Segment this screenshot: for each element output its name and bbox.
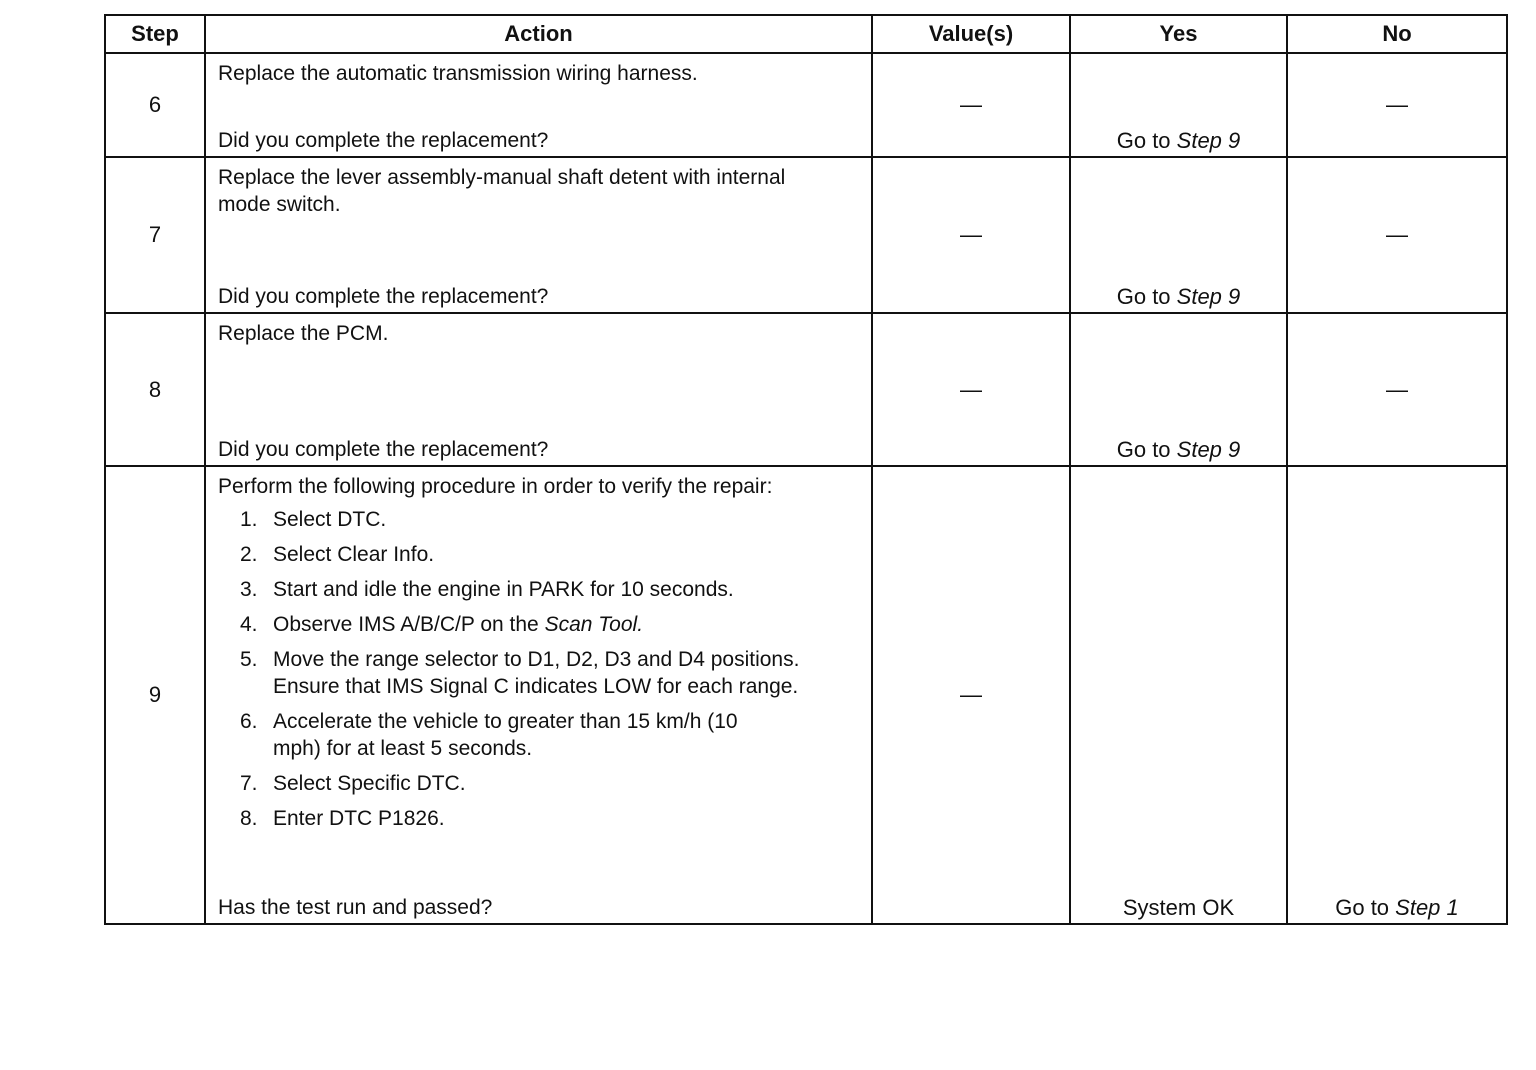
yes-cell [1070,157,1287,313]
yes-cell [1070,466,1287,924]
yes-prefix: Go to [1116,128,1177,153]
action-text: Replace the lever assembly-manual shaft detent with internal mode switch. [218,166,786,216]
value-dash: — [960,222,982,247]
action-text-block [218,473,811,840]
table-row-step-6 [105,53,1507,157]
header-action: Action [205,15,872,53]
list-item-number: 3. [240,578,258,601]
value-cell [872,157,1070,313]
yes-step-link: Step 9 [1176,128,1241,153]
table-row-step-9 [105,466,1507,924]
list-item-number: 4. [240,613,258,636]
list-item-text: Move the range selector to D1, D2, D3 and D4 positions. Ensure that IMS Signal C indicates LOW for each range. [273,648,800,698]
value-cell [872,313,1070,466]
step-number: 9 [105,466,205,924]
value-dash: — [960,682,982,707]
list-item-number: 7. [240,772,258,795]
value-dash: — [960,92,982,117]
action-cell [205,157,872,313]
list-item-text: Observe IMS A/B/C/P on the [273,613,545,636]
yes-goto [1071,128,1286,154]
list-item-number: 6. [240,710,258,733]
action-intro: Perform the following procedure in order to verify the repair: [218,475,773,498]
no-cell [1287,157,1507,313]
list-item [218,708,811,762]
value-cell [872,466,1070,924]
no-cell [1287,466,1507,924]
procedure-list [218,506,811,832]
step-number: 6 [105,53,205,157]
no-dash: — [1386,92,1408,117]
list-item [218,506,811,533]
action-text: Replace the PCM. [218,322,389,345]
diagnostic-table [104,14,1508,925]
list-item-number: 2. [240,543,258,566]
no-goto [1288,895,1506,921]
header-step: Step [105,15,205,53]
yes-step-link: Step 9 [1176,437,1241,462]
list-item-text: Start and idle the engine in PARK for 10 seconds. [273,578,734,601]
value-dash: — [960,376,982,402]
list-item-number: 1. [240,508,258,531]
list-item-text: Select Clear Info. [273,543,435,566]
no-dash: — [1386,376,1408,402]
yes-prefix: Go to [1116,284,1177,309]
list-item [218,611,811,638]
list-item [218,541,811,568]
yes-result: System OK [1122,895,1235,920]
list-item-text: Select DTC. [273,508,387,531]
header-row [105,15,1507,53]
no-prefix: Go to [1335,895,1396,920]
list-item [218,805,811,832]
list-item-number: 5. [240,648,258,671]
list-item-text: Select Specific DTC. [273,772,466,795]
list-item-text: Accelerate the vehicle to greater than 15 km/h (10 mph) for at least 5 seconds. [273,710,738,760]
yes-goto [1071,437,1286,463]
action-question: Did you complete the replacement? [218,129,549,152]
header-no: No [1287,15,1507,53]
no-dash: — [1386,222,1408,247]
header-yes: Yes [1070,15,1287,53]
header-values: Value(s) [872,15,1070,53]
list-item-italic: Scan Tool. [544,613,644,636]
table-row-step-7 [105,157,1507,313]
list-item [218,770,811,797]
no-cell [1287,53,1507,157]
table-row-step-8 [105,313,1507,466]
action-cell [205,53,872,157]
action-text: Replace the automatic transmission wiring harness. [218,62,698,85]
step-number: 7 [105,157,205,313]
list-item-number: 8. [240,807,258,830]
action-question: Has the test run and passed? [218,896,493,919]
value-cell [872,53,1070,157]
action-cell [205,313,872,466]
no-cell [1287,313,1507,466]
yes-cell [1070,53,1287,157]
yes-prefix: Go to [1116,437,1177,462]
action-cell [205,466,872,924]
yes-step-link: Step 9 [1176,284,1241,309]
no-step-link: Step 1 [1395,895,1459,920]
action-question: Did you complete the replacement? [218,438,549,461]
list-item-text: Enter DTC P1826. [273,807,445,830]
action-question: Did you complete the replacement? [218,285,549,308]
yes-cell [1070,313,1287,466]
list-item [218,646,811,700]
yes-goto [1071,284,1286,310]
list-item [218,576,811,603]
step-number: 8 [105,313,205,466]
